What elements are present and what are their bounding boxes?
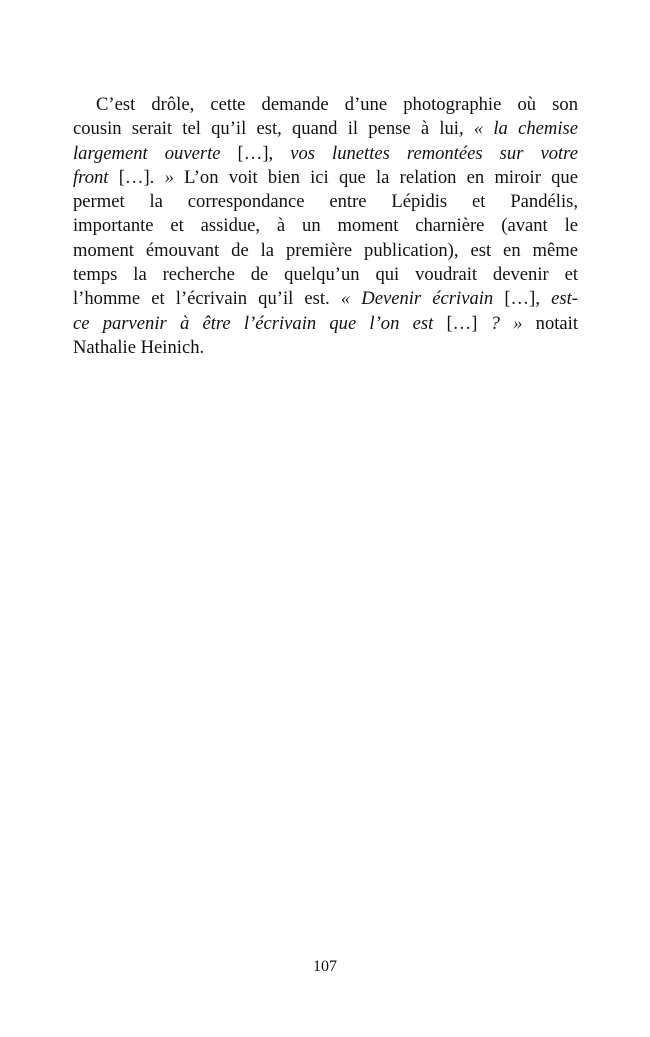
text-segment: temps la recherche de quelqu’un qui voudrait devenir et	[73, 264, 578, 286]
italic-quote-segment: ? »	[490, 312, 523, 334]
italic-quote-segment: largement ouverte	[73, 142, 221, 164]
text-line	[73, 190, 578, 214]
italic-quote-segment: »	[164, 166, 174, 188]
italic-quote-segment: ce parvenir à être l’écrivain que l’on est	[73, 312, 434, 334]
body-paragraph	[73, 93, 578, 360]
italic-quote-segment: « Devenir écrivain	[340, 288, 494, 310]
italic-quote-segment: , vos lunettes remontées sur votre	[268, 142, 578, 164]
italic-quote-segment: front	[73, 166, 109, 188]
text-segment: […]	[433, 312, 491, 334]
text-segment: importante et assidue, à un moment charnière (avant le	[73, 215, 578, 237]
italic-quote-segment: « la chemise	[473, 118, 578, 140]
text-line	[73, 239, 578, 263]
text-line	[73, 117, 578, 141]
text-line	[73, 166, 578, 190]
text-segment: […]	[220, 142, 269, 164]
text-line	[73, 93, 578, 117]
text-segment: moment émouvant de la première publication), est en même	[73, 239, 578, 261]
text-line	[73, 287, 578, 311]
text-line	[73, 214, 578, 238]
text-segment: l’homme et l’écrivain qu’il est.	[73, 288, 341, 310]
text-segment: […].	[108, 166, 165, 188]
text-segment: Nathalie Heinich.	[73, 336, 205, 358]
text-line	[73, 312, 578, 336]
text-line	[73, 336, 578, 360]
text-segment: […],	[493, 288, 552, 310]
text-line	[73, 142, 578, 166]
italic-quote-segment: est-	[551, 288, 578, 310]
text-segment: L’on voit bien ici que la relation en miroir que	[173, 166, 578, 188]
text-segment: C’est drôle, cette demande d’une photographie où son	[96, 94, 578, 115]
text-segment: notait	[522, 312, 579, 334]
page-number: 107	[313, 958, 337, 975]
text-segment: permet la correspondance entre Lépidis et Pandélis,	[73, 191, 578, 213]
text-segment: cousin serait tel qu’il est, quand il pense à lui,	[73, 118, 474, 140]
text-line	[73, 263, 578, 287]
